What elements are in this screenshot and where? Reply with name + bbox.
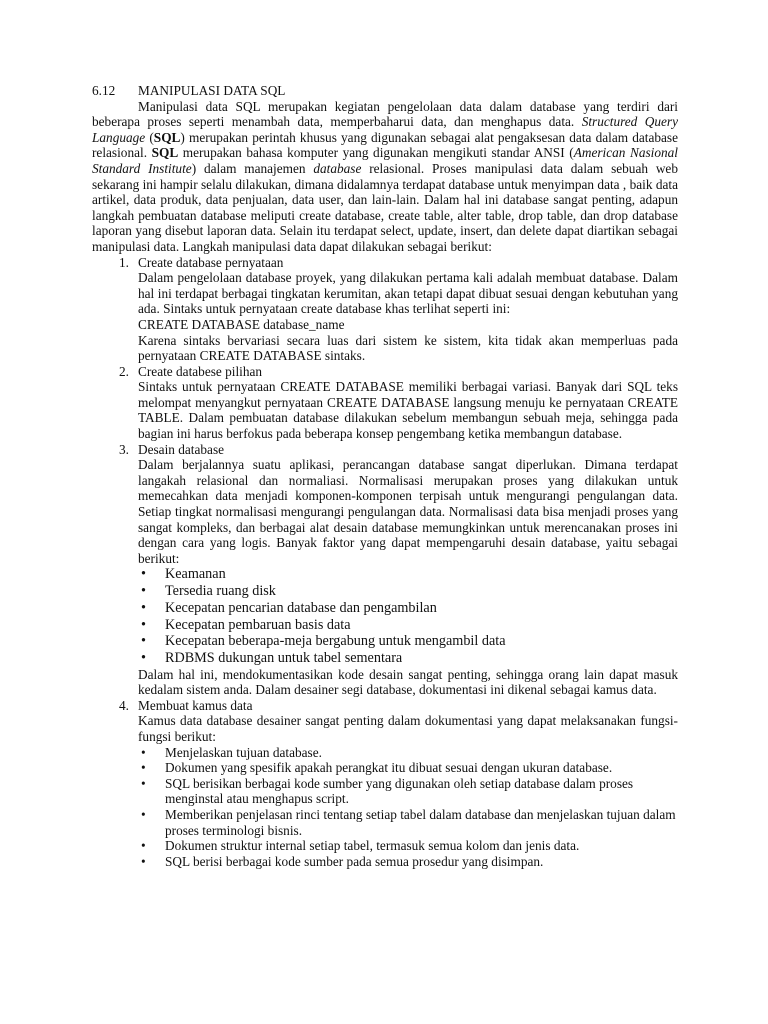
list-item-text: Menjelaskan tujuan database. <box>165 744 322 760</box>
bullet-icon: • <box>141 806 146 822</box>
step-title: Desain database <box>138 441 225 457</box>
list-item-text: SQL berisikan berbagai kode sumber yang digunakan oleh setiap database dalam proses menginstal atau menghapus script. <box>165 775 634 807</box>
section-number: 6.12 <box>92 83 116 98</box>
sql-term: SQL <box>151 145 179 161</box>
list-item <box>138 633 678 650</box>
document-page <box>92 83 678 869</box>
step-number: 3. <box>119 441 129 457</box>
step-item <box>92 364 678 442</box>
function-list <box>138 745 678 870</box>
list-item <box>138 760 678 776</box>
list-item <box>138 650 678 667</box>
step-paragraph: Kamus data database desainer sangat penting dalam dokumentasi yang dapat melaksanakan fungsi-fungsi berikut: <box>138 713 678 744</box>
list-item <box>138 600 678 617</box>
list-item <box>138 583 678 600</box>
step-number: 4. <box>119 697 129 713</box>
list-item <box>138 807 678 838</box>
list-item-text: RDBMS dukungan untuk tabel sementara <box>165 649 403 666</box>
structured-query-language-term: Structured Query Language <box>92 114 678 145</box>
list-item-text: Keamanan <box>165 566 226 583</box>
sql-term: SQL <box>153 129 181 145</box>
intro-text: ) merupakan perintah khusus yang digunakan sebagai alat pengaksesan data dalam database relasional. <box>92 129 678 161</box>
list-item-text: SQL berisi berbagai kode sumber pada semua prosedur yang disimpan. <box>165 853 544 869</box>
intro-text: relasional. Proses manipulasi data dalam sebuah web sekarang ini hampir selalu dilakukan, dimana didalamnya terdapat database untuk menyimpan data , baik data artikel, data produk, data penjualan, data user, dan lain-lain. Dalam hal ini database sangat penting, adapun langkah pembuatan database meliputi create database, create table, alter table, drop table, dan drop database laporan yang disebut laporan data. Selain itu terdapat select, update, insert, dan delete dapat diartikan sebagai manipulasi data. Langkah manipulasi data dapat dilakukan sebagai berikut: <box>92 160 678 254</box>
list-item-text: Dokumen yang spesifik apakah perangkat itu dibuat sesuai dengan ukuran database. <box>165 760 613 776</box>
list-item-text: Kecepatan pembaruan basis data <box>165 616 351 633</box>
step-paragraph: Dalam pengelolaan database proyek, yang dilakukan pertama kali adalah membuat database. Dalam hal ini terdapat berbagai tingkatan kerumitan, akan tetapi dapat dibuat sesuai dengan kebutuhan yang ada. Sintaks untuk pernyataan create database khas terlihat seperti ini: <box>138 270 678 317</box>
intro-text: Manipulasi data SQL merupakan kegiatan pengelolaan data dalam database yang terdiri dari beberapa proses seperti menambah data, memperbaharui data, dan menghapus data. <box>92 98 678 130</box>
ansi-term: American Nasional Standard Institute <box>92 145 678 176</box>
list-item-text: Kecepatan pencarian database dan pengambilan <box>165 599 437 616</box>
list-item-text: Memberikan penjelasan rinci tentang setiap tabel dalam database dan menjelaskan tujuan dalam proses terminologi bisnis. <box>165 806 676 838</box>
bullet-icon: • <box>141 633 146 650</box>
database-term: database <box>313 160 362 176</box>
step-paragraph: Dalam hal ini, mendokumentasikan kode desain sangat penting, sehingga orang lain dapat masuk kedalam sistem anda. Dalam desainer segi database, dokumentasi ini dikenal sebagai kamus data. <box>138 666 678 698</box>
step-number: 1. <box>119 254 129 270</box>
code-line: CREATE DATABASE database_name <box>138 316 345 332</box>
intro-text: ( <box>145 129 154 145</box>
list-item <box>138 838 678 854</box>
section-title: MANIPULASI DATA SQL <box>138 83 286 98</box>
list-item <box>138 617 678 634</box>
step-title: Membuat kamus data <box>138 697 253 713</box>
list-item <box>138 566 678 583</box>
factor-list <box>138 566 678 666</box>
bullet-icon: • <box>141 599 146 616</box>
list-item <box>138 776 678 807</box>
list-item <box>138 745 678 761</box>
intro-text: ) dalam manajemen <box>191 160 314 176</box>
step-paragraph: Sintaks untuk pernyataan CREATE DATABASE memiliki berbagai variasi. Banyak dari SQL teks melompat menyangkut pernyataan CREATE DATABASE langsung menuju ke pernyataan CREATE TABLE. Dalam pembuatan database dilakukan sebelum membangun sebuah meja, sehingga pada bagian ini harus berfokus pada beberapa konsep pengembang ketika membangun database. <box>138 379 678 442</box>
step-number: 2. <box>119 363 129 379</box>
step-title: Create database pernyataan <box>138 254 284 270</box>
bullet-icon: • <box>141 649 146 666</box>
step-item <box>92 255 678 364</box>
list-item-text: Tersedia ruang disk <box>165 583 276 600</box>
list-item-text: Kecepatan beberapa-meja bergabung untuk mengambil data <box>165 633 506 650</box>
bullet-icon: • <box>141 744 146 760</box>
intro-text: merupakan bahasa komputer yang digunakan mengikuti standar ANSI ( <box>178 145 574 161</box>
bullet-icon: • <box>141 566 146 583</box>
bullet-icon: • <box>141 760 146 776</box>
bullet-icon: • <box>141 583 146 600</box>
list-item <box>138 854 678 870</box>
step-paragraph: Karena sintaks bervariasi secara luas dari sistem ke sistem, kita tidak akan memperluas pada pernyataan CREATE DATABASE sintaks. <box>138 332 678 364</box>
step-item <box>92 698 678 870</box>
step-item <box>92 442 678 698</box>
intro-paragraph <box>92 99 678 255</box>
list-item-text: Dokumen struktur internal setiap tabel, termasuk semua kolom dan jenis data. <box>165 838 580 854</box>
bullet-icon: • <box>141 616 146 633</box>
bullet-icon: • <box>141 775 146 791</box>
section-heading <box>92 83 678 99</box>
steps-list <box>92 255 678 870</box>
bullet-icon: • <box>141 853 146 869</box>
bullet-icon: • <box>141 838 146 854</box>
step-title: Create databese pilihan <box>138 363 263 379</box>
step-paragraph: Dalam berjalannya suatu aplikasi, perancangan database sangat diperlukan. Dimana terdapat langakah relasional dan normaliasi. Normalisasi merupakan proses yang dilakukan untuk memecahkan data menjadi komponen-komponen terpisah untuk mengurangi pengulangan data. Setiap tingkat normalisasi mengurangi pengulangan data. Normalisasi data bisa menjadi proses yang sangat kompleks, dan berbagai alat desain database memungkinkan untuk merencanakan proses ini dengan cara yang logis. Banyak faktor yang dapat mempengaruhi desain database, yaitu sebagai berikut: <box>138 457 678 566</box>
